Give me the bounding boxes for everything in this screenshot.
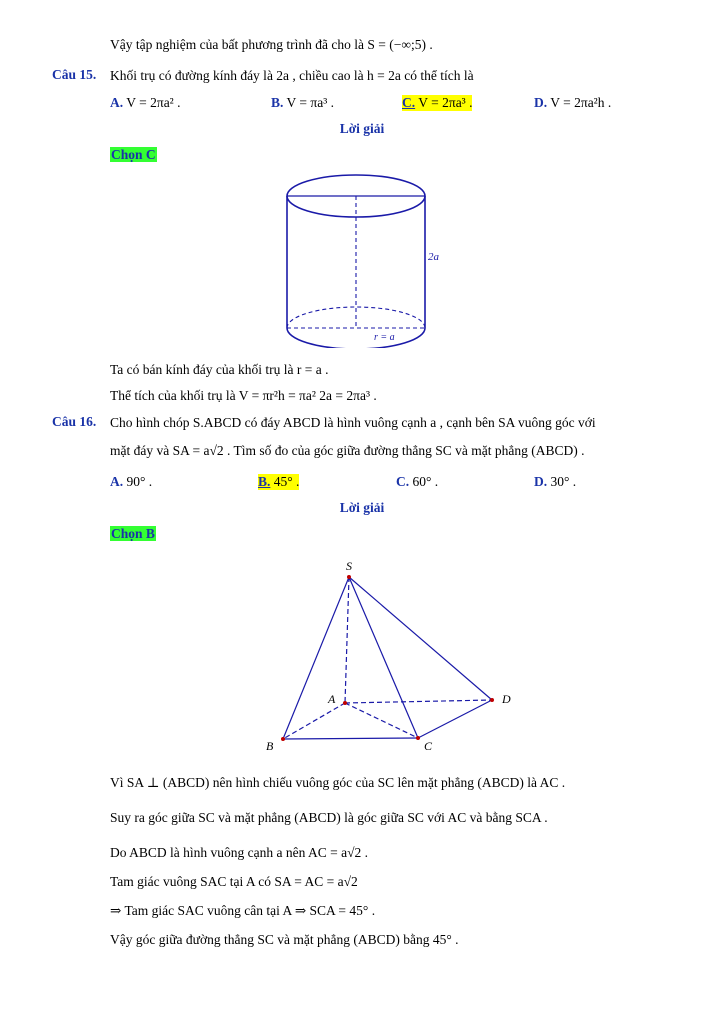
cylinder-bottom-front-arc [287, 328, 425, 348]
option-text: 30° . [547, 474, 577, 489]
solution-line-6: Vậy góc giữa đường thẳng SC và mặt phẳng (ABCD) bằng 45° . [110, 932, 459, 947]
question-16-text-line2: mặt đáy và SA = a√2 . Tìm số đo của góc giữa đường thẳng SC và mặt phẳng (ABCD) . [110, 443, 585, 458]
solution-conclusion-line: Vậy tập nghiệm của bất phương trình đã cho là S = (−∞;5) . [110, 37, 433, 52]
option-text: 90° . [123, 474, 153, 489]
edge-sb [283, 577, 349, 739]
solution-line-3: Do ABCD là hình vuông cạnh a nên AC = a√2 . [110, 845, 368, 860]
q16-option-d [534, 474, 576, 490]
point-d [490, 698, 494, 702]
radius-statement: Ta có bán kính đáy của khối trụ là r = a . [110, 362, 329, 377]
point-a [343, 701, 347, 705]
label-c: C [424, 739, 433, 753]
answer-choice-15 [110, 146, 157, 164]
solution-heading-15: Lời giải [339, 121, 385, 136]
label-a: A [328, 692, 336, 706]
question-15-text: Khối trụ có đường kính đáy là 2a , chiều cao là h = 2a có thể tích là [110, 68, 474, 83]
question-15-number: Câu 15. [52, 67, 97, 82]
option-text: V = πa³ . [283, 95, 334, 110]
label-d: D [502, 692, 511, 706]
option-label: A. [110, 474, 124, 489]
volume-statement: Thể tích của khối trụ là V = πr²h = πa² 2a = 2πa³ . [110, 388, 377, 403]
point-b [281, 737, 285, 741]
cylinder-figure [280, 168, 450, 348]
point-s [347, 575, 351, 579]
solution-line-1: Vì SA ⊥ (ABCD) nên hình chiếu vuông góc của SC lên mặt phẳng (ABCD) là AC . [110, 775, 566, 790]
point-c [416, 736, 420, 740]
q15-option-b [271, 95, 334, 111]
label-b: B [266, 739, 274, 753]
question-16-number: Câu 16. [52, 414, 97, 429]
option-text: 60° . [409, 474, 439, 489]
cylinder-height-label: 2a [428, 251, 439, 263]
edge-ab-hidden [283, 703, 345, 739]
option-text: 45° . [270, 474, 300, 489]
cylinder-radius-label: r = a [374, 332, 395, 343]
edge-sc [349, 577, 418, 738]
q16-option-a [110, 474, 152, 490]
option-label: C. [402, 95, 416, 110]
q15-option-a [110, 95, 180, 111]
label-s: S [346, 559, 352, 573]
q16-option-b-correct [258, 474, 299, 490]
solution-line-2: Suy ra góc giữa SC và mặt phẳng (ABCD) là góc giữa SC với AC và bằng SCA . [110, 810, 548, 825]
solution-line-4: Tam giác vuông SAC tại A có SA = AC = a√2 [110, 874, 358, 889]
edge-sd [349, 577, 492, 700]
diagonal-ac-hidden [345, 703, 418, 738]
option-label: A. [110, 95, 124, 110]
pyramid-figure [260, 555, 530, 755]
option-label: D. [534, 474, 548, 489]
edge-bc [283, 738, 418, 739]
option-label: D. [534, 95, 548, 110]
option-label: C. [396, 474, 410, 489]
answer-choice-badge: Chọn C [111, 147, 156, 162]
edge-sa-hidden [345, 577, 349, 703]
q16-option-c [396, 474, 438, 490]
answer-choice-badge: Chọn B [111, 526, 155, 541]
solution-heading-16: Lời giải [339, 500, 385, 515]
option-label: B. [258, 474, 271, 489]
edge-cd [418, 700, 492, 738]
q15-option-d [534, 95, 611, 111]
answer-choice-16 [110, 525, 156, 543]
edge-ad-hidden [345, 700, 492, 703]
q15-option-c-correct [402, 95, 472, 111]
question-16-text-line1: Cho hình chóp S.ABCD có đáy ABCD là hình vuông cạnh a , cạnh bên SA vuông góc với [110, 415, 596, 430]
option-text: V = 2πa³ . [415, 95, 473, 110]
option-text: V = 2πa²h . [547, 95, 612, 110]
solution-line-5: ⇒ Tam giác SAC vuông cân tại A ⇒ SCA = 45° . [110, 903, 376, 918]
option-label: B. [271, 95, 284, 110]
option-text: V = 2πa² . [123, 95, 181, 110]
